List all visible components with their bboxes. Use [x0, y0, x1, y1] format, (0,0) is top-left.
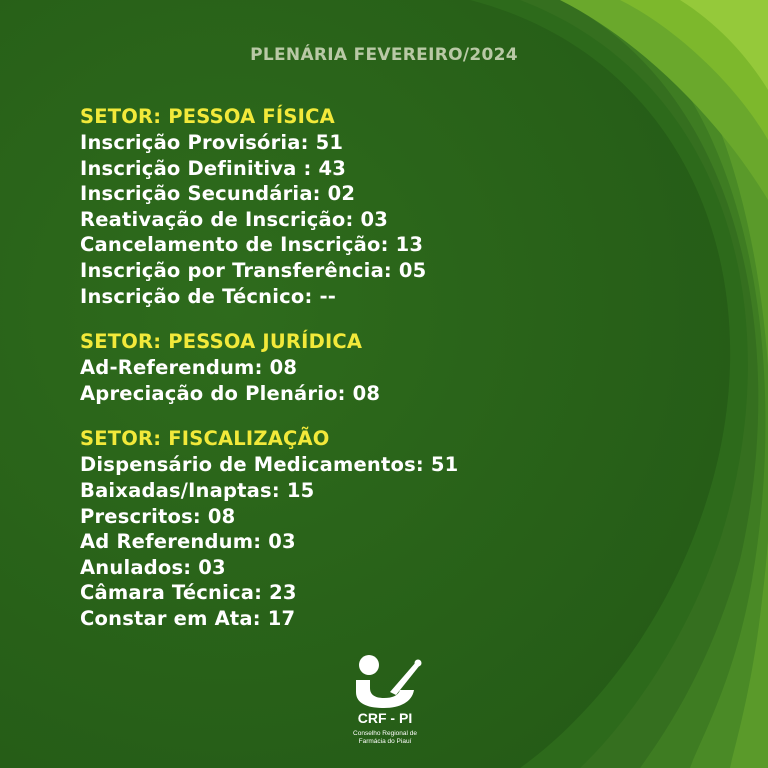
- logo-subtitle: Conselho Regional de: [353, 730, 417, 737]
- section-title: SETOR: FISCALIZAÇÃO: [80, 427, 330, 451]
- list-item: Reativação de Inscrição: 03: [80, 207, 388, 231]
- section-pessoa-fisica: [80, 104, 458, 309]
- list-item: Constar em Ata: 17: [80, 606, 296, 630]
- list-item: Ad-Referendum: 08: [80, 356, 298, 380]
- list-item: Inscrição Definitiva : 43: [80, 156, 347, 180]
- section-title: SETOR: PESSOA FÍSICA: [80, 105, 335, 128]
- list-item: Apreciação do Plenário: 08: [80, 381, 381, 405]
- list-item: Inscrição Provisória: 51: [80, 131, 344, 154]
- content-list: [80, 104, 458, 652]
- logo-name: CRF - PI: [357, 710, 413, 726]
- list-item: Inscrição por Transferência: 05: [80, 258, 427, 282]
- crf-pi-logo: [340, 652, 430, 762]
- list-item: Baixadas/Inaptas: 15: [80, 478, 315, 502]
- page-title: PLENÁRIA FEVEREIRO/2024: [250, 45, 518, 65]
- list-item: Inscrição de Técnico: --: [80, 284, 337, 308]
- section-title: SETOR: PESSOA JURÍDICA: [80, 330, 363, 354]
- list-item: Ad Referendum: 03: [80, 530, 296, 554]
- logo-subtitle: Farmácia do Piauí: [358, 738, 412, 745]
- list-item: Dispensário de Medicamentos: 51: [80, 453, 459, 477]
- list-item: Prescritos: 08: [80, 504, 236, 528]
- list-item: Anulados: 03: [80, 555, 226, 579]
- list-item: Inscrição Secundária: 02: [80, 182, 356, 206]
- section-fiscalizacao: [80, 426, 458, 631]
- section-pessoa-juridica: [80, 329, 458, 406]
- list-item: Câmara Técnica: 23: [80, 581, 297, 605]
- list-item: Cancelamento de Inscrição: 13: [80, 233, 424, 257]
- pharmacy-mortar-icon: [340, 652, 430, 710]
